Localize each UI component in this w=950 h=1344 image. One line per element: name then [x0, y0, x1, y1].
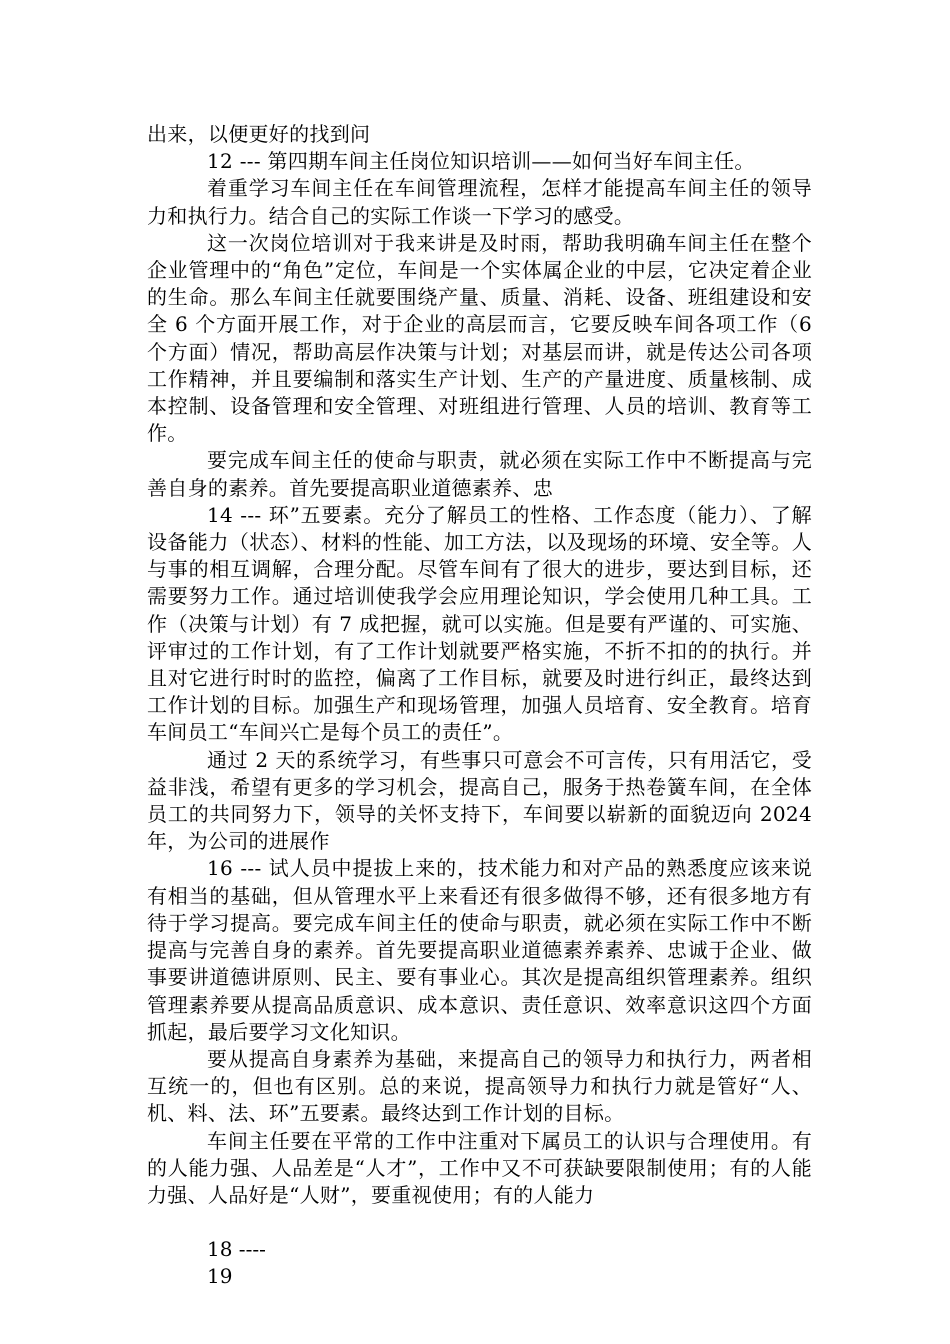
paragraph-1: 出来，以便更好的找到问: [147, 122, 371, 146]
document-body: [147, 121, 812, 1291]
paragraph-9: 要从提高自身素养为基础，来提高自己的领导力和执行力，两者相互统一的，但也有区别。总的来说，提高领导力和执行力就是管好“人、机、料、法、环”五要素。最终达到工作计划的目标。: [147, 1046, 812, 1126]
paragraph-4: 这一次岗位培训对于我来讲是及时雨，帮助我明确车间主任在整个企业管理中的“角色”定位，车间是一个实体属企业的中层，它决定着企业的生命。那么车间主任就要围绕产量、质量、消耗、设备、班组建设和安全 6 个方面开展工作，对于企业的高层而言，它要反映车间各项工作（6 个方面）情况，帮助高层作决策与计划；对基层而讲，就是传达公司各项工作精神，并且要编制和落实生产计划、生产的产量进度、质量核制、成本控制、设备管理和安全管理、对班组进行管理、人员的培训、教育等工作。: [147, 230, 812, 446]
paragraph-6: 14 --- 环”五要素。充分了解员工的性格、工作态度（能力）、了解设备能力（状态）、材料的性能、加工方法，以及现场的环境、安全等。人与事的相互调解，合理分配。尽管车间有了很大的进步，要达到目标，还需要努力工作。通过培训使我学会应用理论知识，学会使用几种工具。工作（决策与计划）有 7 成把握，就可以实施。但是要有严谨的、可实施、评审过的工作计划，有了工作计划就要严格实施，不折不扣的的执行。并且对它进行时时的监控，偏离了工作目标，就要及时进行纠正，最终达到工作计划的目标。加强生产和现场管理，加强人员培育、安全教育。培育车间员工“车间兴亡是每个员工的责任”。: [147, 502, 812, 745]
trailing-number-2: 19: [207, 1264, 233, 1289]
paragraph-2: 12 --- 第四期车间主任岗位知识培训——如何当好车间主任。: [207, 149, 755, 174]
paragraph-3: 着重学习车间主任在车间管理流程，怎样才能提高车间主任的领导力和执行力。结合自己的实际工作谈一下学习的感受。: [147, 176, 812, 228]
paragraph-10: 车间主任要在平常的工作中注重对下属员工的认识与合理使用。有的人能力强、人品差是“人才”，工作中又不可获缺要限制使用；有的人能力强、人品好是“人财”，要重视使用；有的人能力: [147, 1128, 812, 1207]
paragraph-5: 要完成车间主任的使命与职责，就必须在实际工作中不断提高与完善自身的素养。首先要提高职业道德素养、忠: [147, 448, 812, 500]
trailing-number-1: 18 ----: [207, 1237, 266, 1262]
paragraph-7: 通过 2 天的系统学习，有些事只可意会不可言传，只有用活它，受益非浅，希望有更多的学习机会，提高自己，服务于热卷簧车间，在全体员工的共同努力下，领导的关怀支持下，车间要以崭新的面貌迈向 2024 年，为公司的进展作: [147, 747, 812, 854]
paragraph-gap: [147, 1209, 812, 1236]
paragraph-8: 16 --- 试人员中提拔上来的，技术能力和对产品的熟悉度应该来说有相当的基础，但从管理水平上来看还有很多做得不够，还有很多地方有待于学习提高。要完成车间主任的使命与职责，就必须在实际工作中不断提高与完善自身的素养。首先要提高职业道德素养素养、忠诚于企业、做事要讲道德讲原则、民主、要有事业心。其次是提高组织管理素养。组织管理素养要从提高品质意识、成本意识、责任意识、效率意识这四个方面抓起，最后要学习文化知识。: [147, 856, 812, 1044]
